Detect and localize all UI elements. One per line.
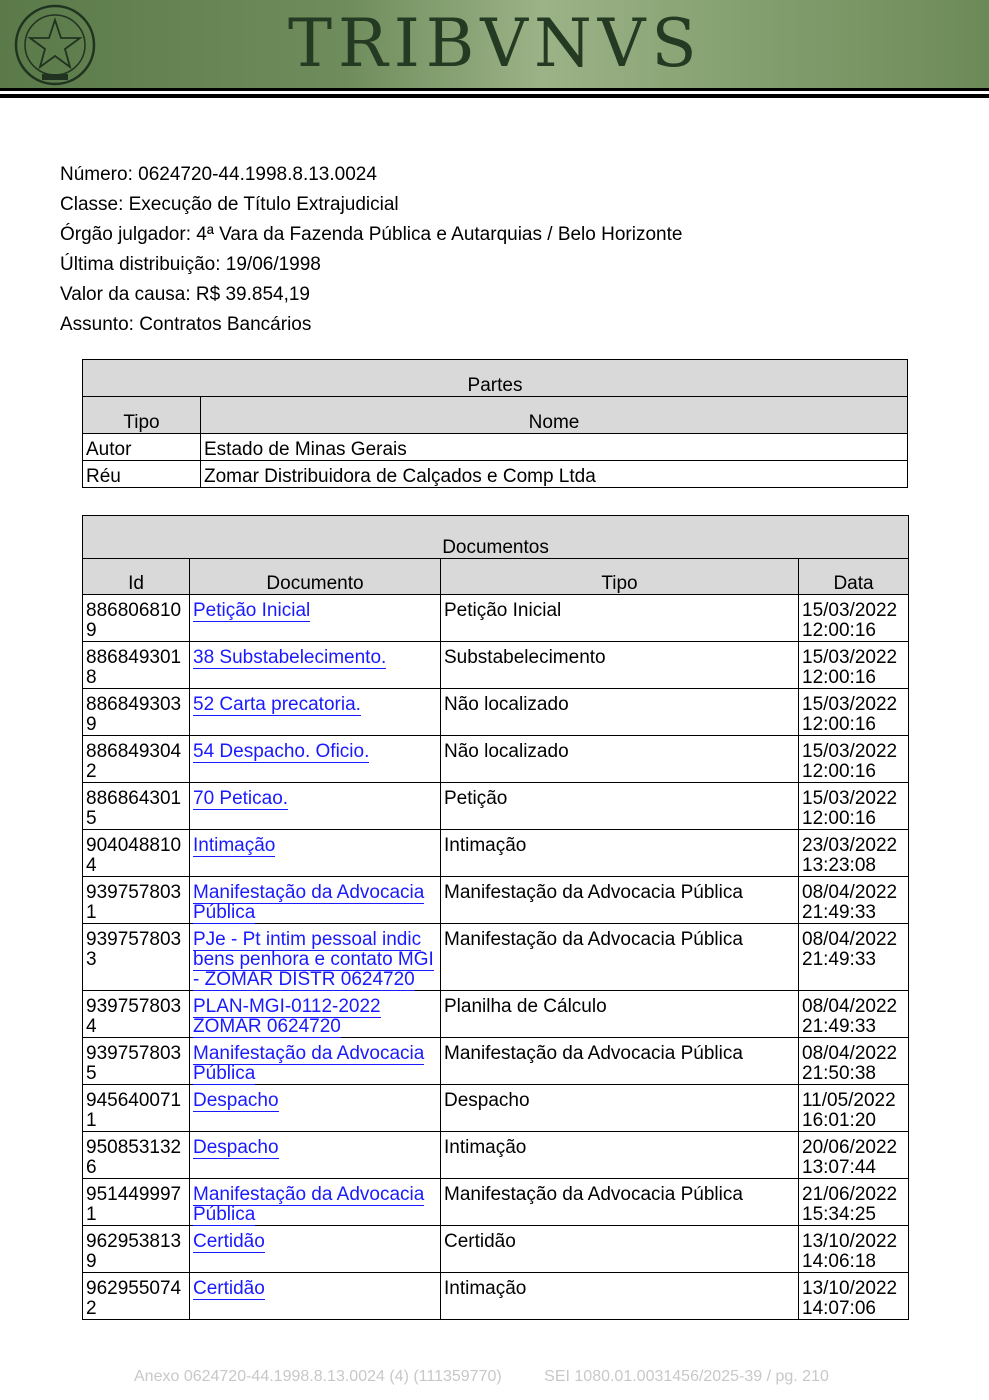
document-row	[83, 1179, 909, 1226]
document-row	[83, 595, 909, 642]
process-metadata	[60, 160, 682, 340]
document-date: 21/06/2022 15:34:25	[799, 1179, 909, 1226]
document-id: 9508531326	[83, 1132, 190, 1179]
document-cell	[190, 595, 441, 642]
document-row	[83, 689, 909, 736]
document-date: 23/03/2022 13:23:08	[799, 830, 909, 877]
document-cell	[190, 1273, 441, 1320]
document-type: Manifestação da Advocacia Pública	[441, 1038, 799, 1085]
partes-title: Partes	[83, 360, 908, 397]
document-row	[83, 1226, 909, 1273]
document-date: 15/03/2022 12:00:16	[799, 736, 909, 783]
document-cell	[190, 1226, 441, 1273]
partes-header-tipo: Tipo	[83, 397, 201, 434]
document-cell	[190, 1132, 441, 1179]
partes-header-nome: Nome	[201, 397, 908, 434]
document-date: 08/04/2022 21:50:38	[799, 1038, 909, 1085]
process-number: Número: 0624720-44.1998.8.13.0024	[60, 164, 377, 185]
doc-header-data: Data	[799, 559, 909, 595]
document-cell	[190, 642, 441, 689]
document-row	[83, 1273, 909, 1320]
document-date: 15/03/2022 12:00:16	[799, 689, 909, 736]
document-cell	[190, 783, 441, 830]
partes-table	[82, 359, 908, 488]
document-type: Intimação	[441, 1273, 799, 1320]
document-date: 08/04/2022 21:49:33	[799, 991, 909, 1038]
document-cell	[190, 689, 441, 736]
document-row	[83, 783, 909, 830]
document-type: Certidão	[441, 1226, 799, 1273]
partes-row	[83, 461, 908, 488]
brand-logo: TRIBVNVS	[288, 5, 703, 82]
document-id: 9397578031	[83, 877, 190, 924]
footer-sei: SEI 1080.01.0031456/2025-39 / pg. 210	[544, 1368, 829, 1385]
document-link[interactable]: 70 Peticao.	[193, 788, 289, 809]
document-row	[83, 1085, 909, 1132]
document-id: 8868068109	[83, 595, 190, 642]
document-id: 8868493042	[83, 736, 190, 783]
document-row	[83, 830, 909, 877]
document-link[interactable]: 52 Carta precatoria.	[193, 694, 361, 715]
document-link[interactable]: Manifestação da Advocacia Pública	[193, 1043, 425, 1084]
document-cell	[190, 991, 441, 1038]
doc-header-documento: Documento	[190, 559, 441, 595]
document-id: 9397578034	[83, 991, 190, 1038]
document-cell	[190, 1038, 441, 1085]
document-link[interactable]: Certidão	[193, 1278, 265, 1299]
document-date: 20/06/2022 13:07:44	[799, 1132, 909, 1179]
minas-gerais-seal-icon	[12, 4, 98, 86]
document-link[interactable]: Manifestação da Advocacia Pública	[193, 882, 425, 923]
document-link[interactable]: Certidão	[193, 1231, 265, 1252]
doc-header-id: Id	[83, 559, 190, 595]
parte-nome: Zomar Distribuidora de Calçados e Comp Ltda	[201, 461, 908, 488]
document-type: Manifestação da Advocacia Pública	[441, 877, 799, 924]
document-row	[83, 924, 909, 991]
document-id: 8868493039	[83, 689, 190, 736]
header-banner	[0, 0, 989, 88]
document-type: Manifestação da Advocacia Pública	[441, 1179, 799, 1226]
document-type: Despacho	[441, 1085, 799, 1132]
document-date: 13/10/2022 14:07:06	[799, 1273, 909, 1320]
parte-tipo: Réu	[83, 461, 201, 488]
documentos-title: Documentos	[83, 516, 909, 559]
document-id: 9629550742	[83, 1273, 190, 1320]
document-cell	[190, 924, 441, 991]
document-id: 9629538139	[83, 1226, 190, 1273]
document-date: 11/05/2022 16:01:20	[799, 1085, 909, 1132]
document-id: 9040488104	[83, 830, 190, 877]
document-date: 15/03/2022 12:00:16	[799, 783, 909, 830]
case-subject: Assunto: Contratos Bancários	[60, 314, 312, 335]
document-id: 9514499971	[83, 1179, 190, 1226]
header-rule-bottom	[0, 94, 989, 98]
document-cell	[190, 1085, 441, 1132]
document-date: 08/04/2022 21:49:33	[799, 877, 909, 924]
document-row	[83, 736, 909, 783]
document-id: 8868643015	[83, 783, 190, 830]
page-footer	[134, 1368, 867, 1386]
document-type: Manifestação da Advocacia Pública	[441, 924, 799, 991]
parte-nome: Estado de Minas Gerais	[201, 434, 908, 461]
document-type: Intimação	[441, 830, 799, 877]
document-date: 13/10/2022 14:06:18	[799, 1226, 909, 1273]
judging-body: Órgão julgador: 4ª Vara da Fazenda Pública e Autarquias / Belo Horizonte	[60, 224, 683, 245]
document-id: 9456400711	[83, 1085, 190, 1132]
document-type: Petição Inicial	[441, 595, 799, 642]
document-cell	[190, 1179, 441, 1226]
document-link[interactable]: 54 Despacho. Oficio.	[193, 741, 370, 762]
document-link[interactable]: Despacho	[193, 1090, 279, 1111]
last-distribution: Última distribuição: 19/06/1998	[60, 254, 321, 275]
document-type: Não localizado	[441, 736, 799, 783]
footer-annex: Anexo 0624720-44.1998.8.13.0024 (4) (111359770)	[134, 1368, 502, 1385]
document-link[interactable]: Intimação	[193, 835, 276, 856]
document-cell	[190, 830, 441, 877]
doc-header-tipo: Tipo	[441, 559, 799, 595]
document-link[interactable]: PJe - Pt intim pessoal indic bens penhora e contato MGI - ZOMAR DISTR 0624720	[193, 929, 434, 990]
document-row	[83, 877, 909, 924]
document-row	[83, 1038, 909, 1085]
document-row	[83, 642, 909, 689]
document-type: Petição	[441, 783, 799, 830]
document-date: 15/03/2022 12:00:16	[799, 642, 909, 689]
document-date: 15/03/2022 12:00:16	[799, 595, 909, 642]
document-date: 08/04/2022 21:49:33	[799, 924, 909, 991]
header-rule-top	[0, 88, 989, 91]
document-link[interactable]: Manifestação da Advocacia Pública	[193, 1184, 425, 1225]
document-row	[83, 991, 909, 1038]
parte-tipo: Autor	[83, 434, 201, 461]
partes-row	[83, 434, 908, 461]
document-link[interactable]: PLAN-MGI-0112-2022 ZOMAR 0624720	[193, 996, 381, 1037]
document-cell	[190, 736, 441, 783]
case-value: Valor da causa: R$ 39.854,19	[60, 284, 310, 305]
document-link[interactable]: Despacho	[193, 1137, 279, 1158]
document-type: Planilha de Cálculo	[441, 991, 799, 1038]
document-id: 9397578035	[83, 1038, 190, 1085]
document-type: Intimação	[441, 1132, 799, 1179]
documentos-table	[82, 515, 909, 1320]
document-type: Substabelecimento	[441, 642, 799, 689]
document-id: 9397578033	[83, 924, 190, 991]
document-link[interactable]: 38 Substabelecimento.	[193, 647, 387, 668]
document-type: Não localizado	[441, 689, 799, 736]
document-link[interactable]: Petição Inicial	[193, 600, 311, 621]
document-row	[83, 1132, 909, 1179]
document-cell	[190, 877, 441, 924]
process-class: Classe: Execução de Título Extrajudicial	[60, 194, 399, 215]
document-id: 8868493018	[83, 642, 190, 689]
